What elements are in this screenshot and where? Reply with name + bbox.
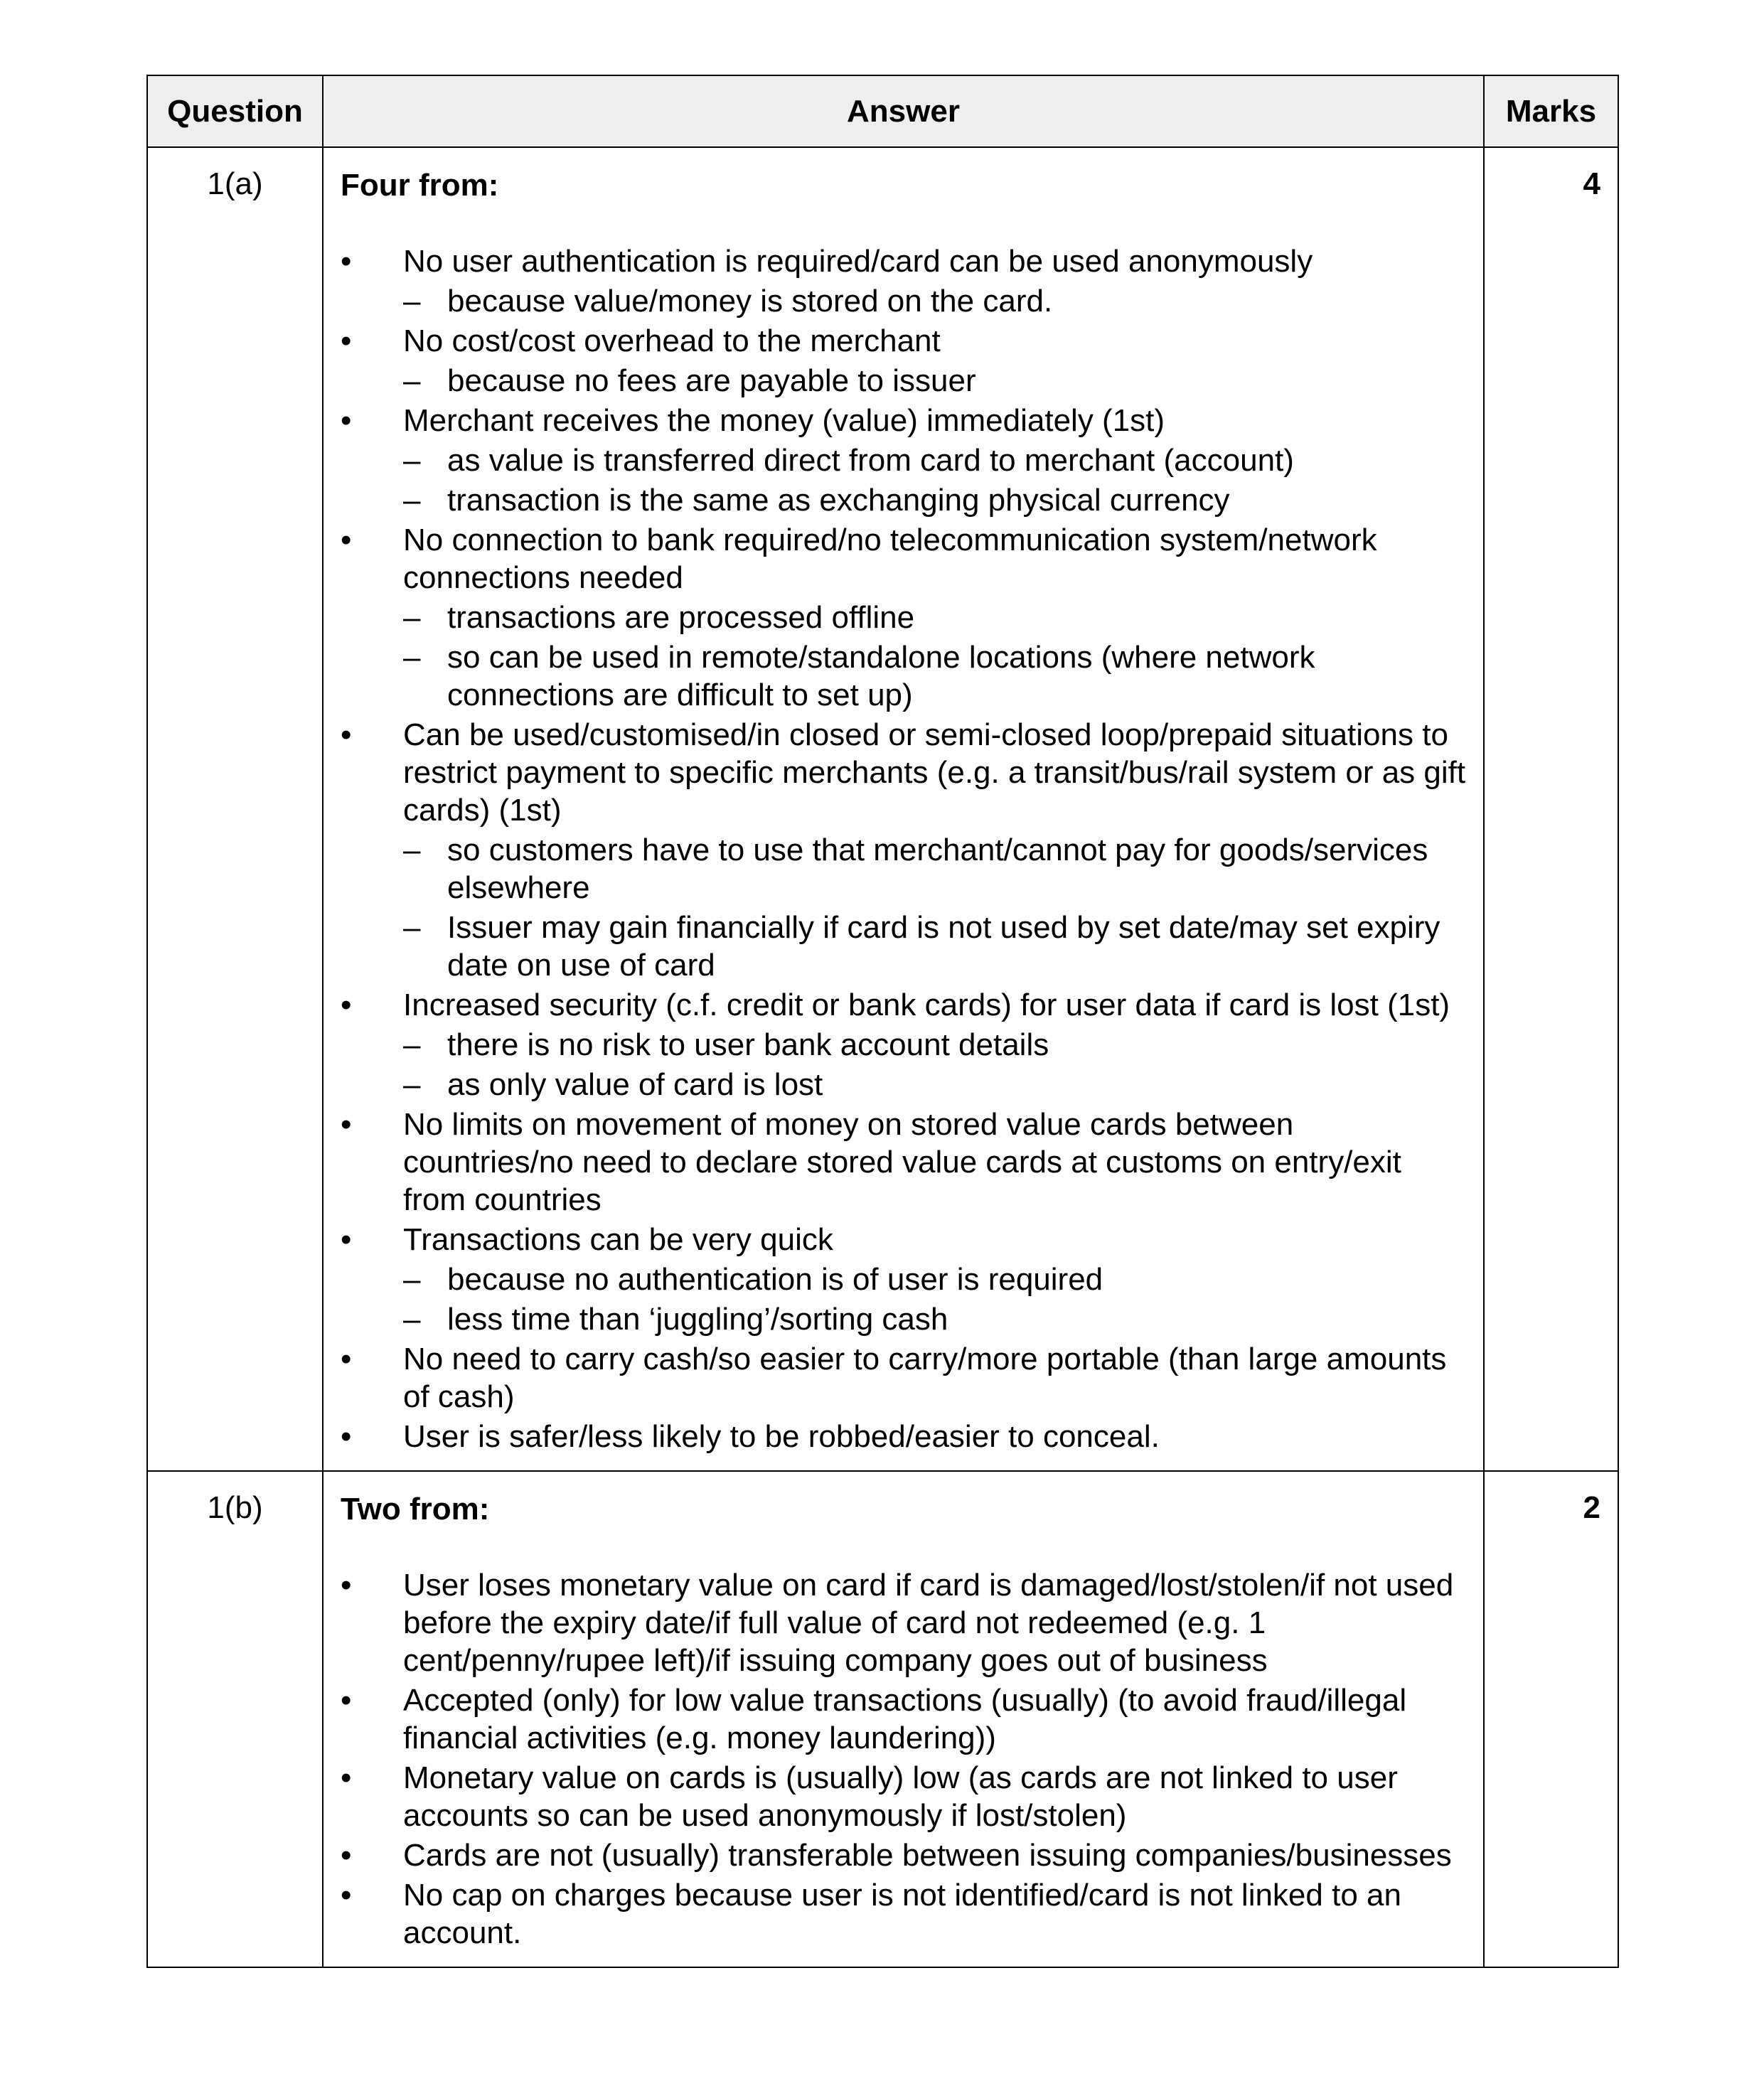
bullet-icon: • — [341, 523, 352, 557]
answer-point-text: Cards are not (usually) transferable between issuing companies/businesses — [403, 1838, 1452, 1873]
bullet-icon: • — [341, 1878, 352, 1913]
answer-point — [341, 242, 1466, 320]
sub-point — [403, 1026, 1466, 1064]
sub-point-text: so customers have to use that merchant/cannot pay for goods/services elsewhere — [447, 833, 1428, 905]
answer-point-text: No need to carry cash/so easier to carry/more portable (than large amounts of cash) — [403, 1342, 1447, 1414]
sub-point-text: because no authentication is of user is required — [447, 1262, 1103, 1297]
sub-point-text: as value is transferred direct from card to merchant (account) — [447, 443, 1294, 478]
question-number: 1(b) — [147, 1471, 323, 1967]
sub-point — [403, 1261, 1466, 1298]
sub-point-text: because value/money is stored on the card. — [447, 284, 1053, 319]
answer-point — [341, 1418, 1466, 1455]
bullet-icon: • — [341, 1342, 352, 1376]
sub-point-text: transactions are processed offline — [447, 600, 915, 635]
sub-point — [403, 481, 1466, 519]
dash-icon: – — [403, 483, 421, 518]
answer-bullet-list — [341, 1566, 1466, 1952]
dash-icon: – — [403, 1302, 421, 1337]
bullet-icon: • — [341, 1683, 352, 1718]
answer-point-text: No user authentication is required/card can be used anonymously — [403, 244, 1313, 279]
sub-point — [403, 909, 1466, 984]
answer-cell — [323, 147, 1484, 1471]
answer-point — [341, 1681, 1466, 1757]
answer-point — [341, 1566, 1466, 1679]
sub-point-text: because no fees are payable to issuer — [447, 363, 976, 398]
sub-point — [403, 362, 1466, 400]
sub-point-text: as only value of card is lost — [447, 1067, 823, 1102]
answer-point — [341, 322, 1466, 400]
sub-point-list — [403, 1261, 1466, 1338]
sub-point — [403, 638, 1466, 714]
answer-point — [341, 1876, 1466, 1952]
bullet-icon: • — [341, 988, 352, 1022]
answer-point-text: User is safer/less likely to be robbed/easier to conceal. — [403, 1419, 1160, 1454]
sub-point-list — [403, 362, 1466, 400]
answer-point — [341, 1106, 1466, 1219]
sub-point-text: transaction is the same as exchanging physical currency — [447, 483, 1230, 518]
bullet-icon: • — [341, 403, 352, 438]
question-header: Question — [147, 75, 323, 147]
bullet-icon: • — [341, 1568, 352, 1603]
sub-point-list — [403, 442, 1466, 519]
dash-icon: – — [403, 1027, 421, 1062]
dash-icon: – — [403, 284, 421, 319]
answer-point — [341, 986, 1466, 1103]
bullet-icon: • — [341, 1838, 352, 1873]
dash-icon: – — [403, 1067, 421, 1102]
answer-point-text: Merchant receives the money (value) immediately (1st) — [403, 403, 1165, 438]
sub-point — [403, 282, 1466, 320]
answer-point — [341, 402, 1466, 519]
dash-icon: – — [403, 443, 421, 478]
answer-cell — [323, 1471, 1484, 1967]
answer-point-text: Transactions can be very quick — [403, 1222, 833, 1257]
question-number: 1(a) — [147, 147, 323, 1471]
answer-point-text: No limits on movement of money on stored value cards between countries/no need to declare stored value cards at customs on entry/exit from countries — [403, 1107, 1401, 1217]
sub-point — [403, 831, 1466, 907]
answer-point-text: Monetary value on cards is (usually) low (as cards are not linked to user accounts so can be used anonymously if lost/stolen) — [403, 1760, 1398, 1833]
sub-point-list — [403, 831, 1466, 984]
marks-value: 4 — [1484, 147, 1618, 1471]
answer-point-text: Increased security (c.f. credit or bank cards) for user data if card is lost (1st) — [403, 988, 1450, 1022]
question-row — [147, 1471, 1618, 1967]
sub-point-list — [403, 1026, 1466, 1103]
dash-icon: – — [403, 640, 421, 675]
dash-icon: – — [403, 1262, 421, 1297]
header-row — [147, 75, 1618, 147]
answer-point — [341, 1221, 1466, 1338]
marks-value: 2 — [1484, 1471, 1618, 1967]
bullet-icon: • — [341, 1107, 352, 1142]
dash-icon: – — [403, 363, 421, 398]
sub-point — [403, 1066, 1466, 1103]
dash-icon: – — [403, 910, 421, 945]
sub-point-list — [403, 282, 1466, 320]
bullet-icon: • — [341, 323, 352, 358]
bullet-icon: • — [341, 717, 352, 752]
answer-point-text: Can be used/customised/in closed or semi-closed loop/prepaid situations to restrict payment to specific merchants (e.g. a transit/bus/rail system or as gift cards) (1st) — [403, 717, 1466, 828]
answer-point-text: User loses monetary value on card if card is damaged/lost/stolen/if not used before the expiry date/if full value of card not redeemed (e.g. 1 cent/penny/rupee left)/if issuing company goes out of business — [403, 1568, 1454, 1678]
mark-scheme-table — [146, 75, 1619, 1968]
marks-header: Marks — [1484, 75, 1618, 147]
sub-point-text: so can be used in remote/standalone locations (where network connections are difficult to set up) — [447, 640, 1315, 712]
answer-bullet-list — [341, 242, 1466, 1455]
answer-point — [341, 1836, 1466, 1874]
answer-point — [341, 716, 1466, 984]
bullet-icon: • — [341, 244, 352, 279]
answer-point — [341, 1340, 1466, 1416]
answer-point-text: Accepted (only) for low value transactions (usually) (to avoid fraud/illegal financial activities (e.g. money laundering)) — [403, 1683, 1407, 1755]
question-row — [147, 147, 1618, 1471]
answer-point-text: No cost/cost overhead to the merchant — [403, 323, 941, 358]
sub-point — [403, 599, 1466, 636]
dash-icon: – — [403, 600, 421, 635]
bullet-icon: • — [341, 1760, 352, 1795]
sub-point-text: less time than ‘juggling’/sorting cash — [447, 1302, 948, 1337]
sub-point — [403, 1300, 1466, 1338]
answer-point — [341, 521, 1466, 714]
mark-scheme-body — [147, 147, 1618, 1967]
answer-intro: Two from: — [341, 1492, 490, 1526]
answer-header: Answer — [323, 75, 1484, 147]
sub-point-text: Issuer may gain financially if card is not used by set date/may set expiry date on use of card — [447, 910, 1440, 983]
answer-point-text: No cap on charges because user is not identified/card is not linked to an account. — [403, 1878, 1401, 1950]
answer-intro: Four from: — [341, 168, 499, 203]
dash-icon: – — [403, 833, 421, 867]
answer-point — [341, 1759, 1466, 1834]
bullet-icon: • — [341, 1222, 352, 1257]
bullet-icon: • — [341, 1419, 352, 1454]
sub-point — [403, 442, 1466, 479]
answer-point-text: No connection to bank required/no telecommunication system/network connections needed — [403, 523, 1377, 595]
sub-point-text: there is no risk to user bank account details — [447, 1027, 1049, 1062]
sub-point-list — [403, 599, 1466, 714]
